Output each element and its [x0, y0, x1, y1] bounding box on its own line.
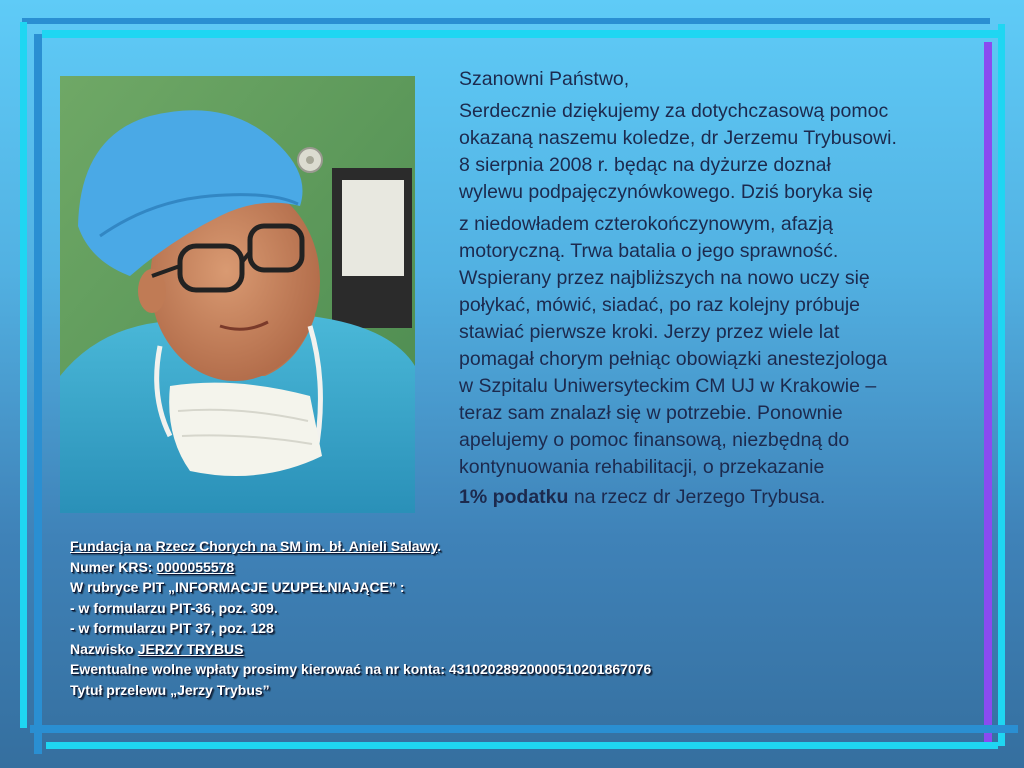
frame-top-bar-1 [22, 18, 990, 24]
frame-bottom-bar-1 [30, 725, 1018, 733]
letter-line: motoryczną. Trwa batalia o jego sprawność. [459, 240, 839, 262]
krs-number: 0000055578 [156, 558, 235, 575]
letter-line: kontynuowania rehabilitacji, o przekazanie [459, 456, 825, 478]
surname-value: JERZY TRYBUS [137, 640, 244, 657]
donation-info [70, 536, 970, 700]
krs-label: Numer KRS: [70, 558, 157, 575]
letter-line: połykać, mówić, siadać, po raz kolejny próbuje [459, 294, 861, 316]
account-line: Ewentualne wolne wpłaty prosimy kierować na nr konta: 43102028920000510201867076 [70, 661, 652, 677]
pit36-line: - w formularzu PIT-36, poz. 309. [70, 599, 278, 616]
foundation-name: Fundacja na Rzecz Chorych na SM im. bł. Anieli Salawy [70, 538, 438, 554]
letter-line: teraz sam znalazł się w potrzebie. Ponownie [459, 402, 843, 424]
krs-line [70, 557, 970, 578]
frame-top-bar-2 [42, 30, 1000, 38]
frame-left-bar-2 [34, 34, 42, 754]
surname-line [70, 639, 970, 660]
tax-percent-bold: 1% podatku [459, 486, 569, 508]
pit37-line: - w formularzu PIT 37, poz. 128 [70, 620, 274, 636]
letter-line: Serdecznie dziękujemy za dotychczasową pomoc [459, 100, 889, 122]
letter-line: w Szpitalu Uniwersyteckim CM UJ w Krakowie – [459, 375, 877, 397]
letter-line: apelujemy o pomoc finansową, niezbędną do [459, 429, 850, 451]
foundation-dot: . [437, 538, 442, 554]
frame-right-bar-2 [998, 24, 1005, 746]
letter-line: Wspierany przez najbliższych na nowo uczy się [459, 267, 870, 289]
frame-left-bar-1 [20, 22, 27, 728]
appeal-letter [459, 66, 989, 511]
pit-heading: W rubryce PIT „INFORMACJE UZUPEŁNIAJĄCE” : [70, 579, 405, 595]
frame-bottom-bar-2 [46, 742, 998, 749]
closing-rest: na rzecz dr Jerzego Trybusa. [568, 486, 826, 508]
letter-line: stawiać pierwsze kroki. Jerzy przez wiele lat [459, 321, 840, 343]
letter-body [459, 98, 989, 511]
letter-line: wylewu podpajęczynówkowego. Dziś boryka się [459, 181, 874, 203]
foundation-line [70, 536, 970, 557]
letter-closing [459, 484, 989, 511]
letter-line: 8 sierpnia 2008 r. będąc na dyżurze doznał [459, 154, 831, 176]
letter-line: pomagał chorym pełniąc obowiązki anestezjologa [459, 348, 888, 370]
surname-label: Nazwisko [70, 640, 138, 657]
letter-greeting: Szanowni Państwo, [459, 68, 630, 90]
doctor-photo [60, 76, 415, 513]
transfer-title-line: Tytuł przelewu „Jerzy Trybus” [70, 681, 270, 698]
letter-line: z niedowładem czterokończynowym, afazją [459, 213, 833, 235]
letter-line: okazaną naszemu koledze, dr Jerzemu Trybusowi. [459, 127, 897, 149]
